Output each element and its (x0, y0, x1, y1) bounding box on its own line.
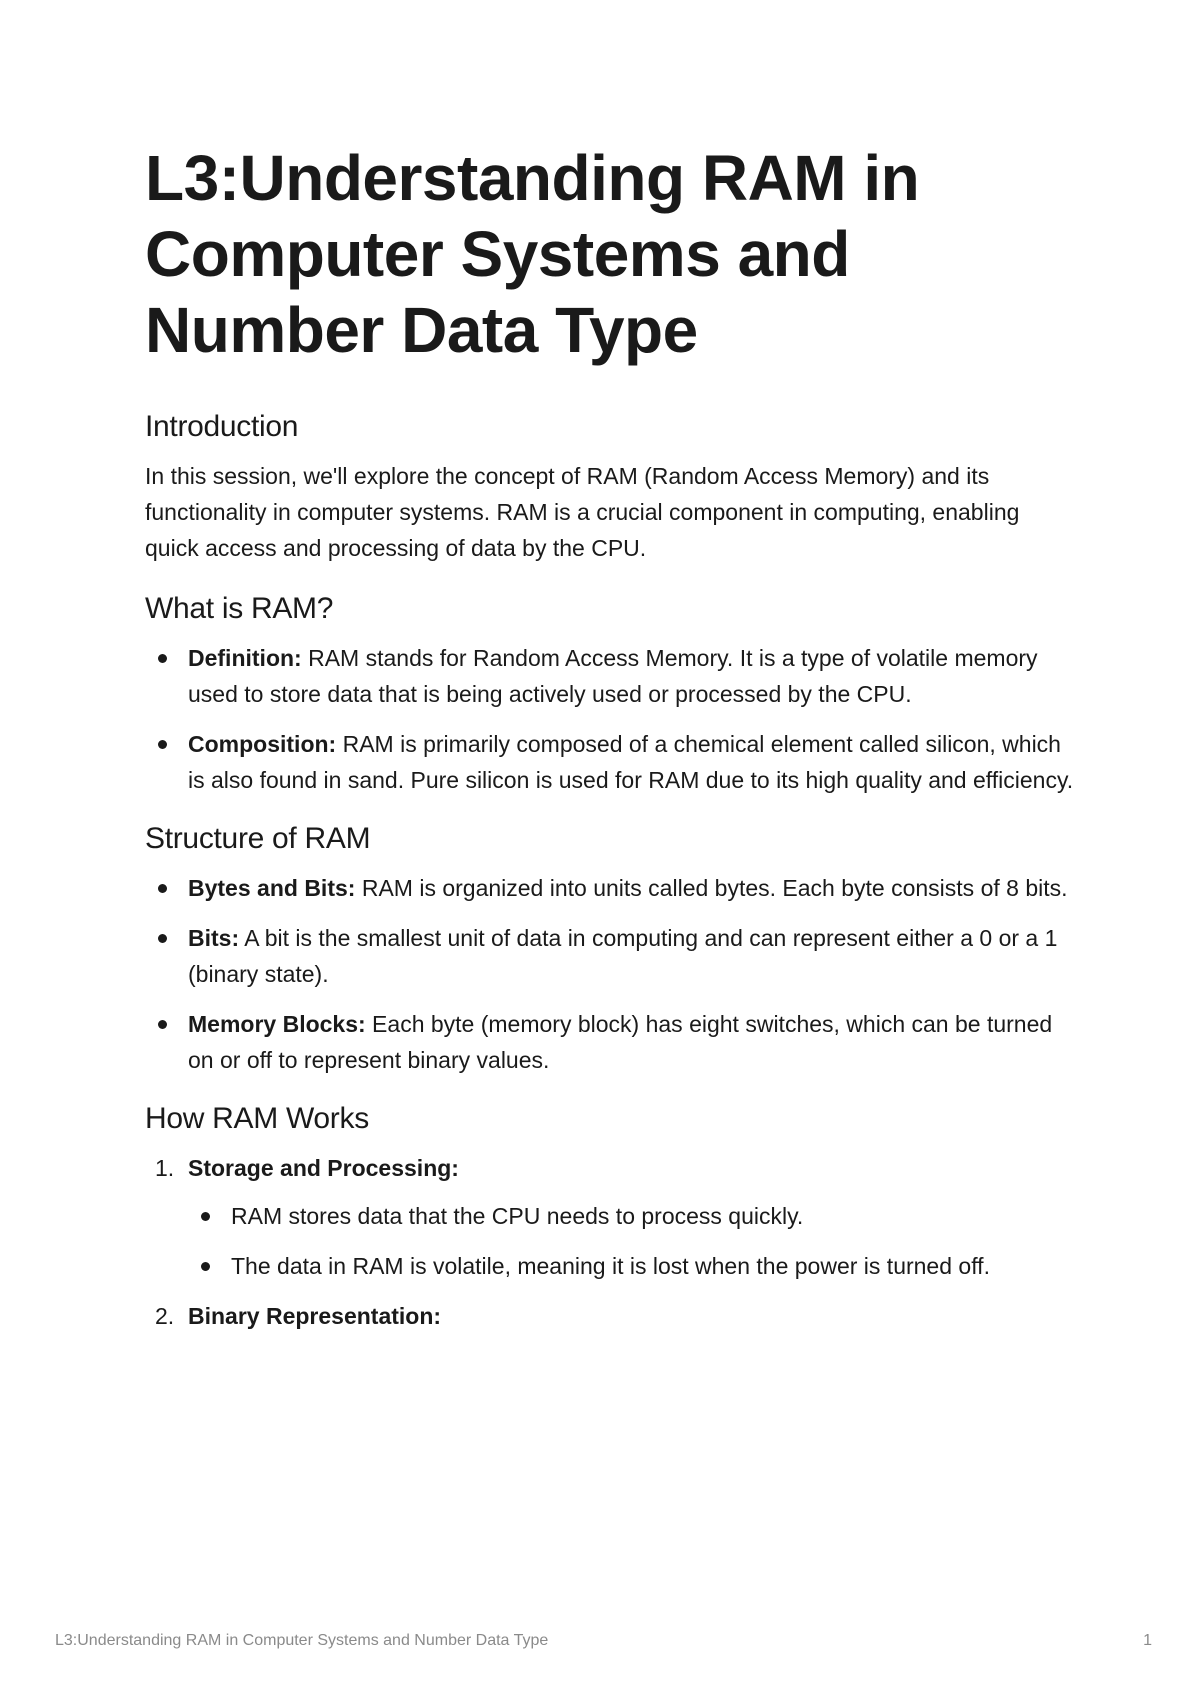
sub-list-item (188, 1248, 1075, 1284)
bullet-icon (158, 884, 167, 893)
list-item-text: A bit is the smallest unit of data in computing and can represent either a 0 or a 1 (binary state). (188, 925, 1058, 987)
section-heading-how-ram-works: How RAM Works (145, 1102, 369, 1135)
section-heading-structure-of-ram: Structure of RAM (145, 822, 371, 855)
list-item-term: Bits: (188, 925, 240, 951)
section-heading-what-is-ram: What is RAM? (145, 592, 334, 625)
how-ram-works-list (145, 1150, 1075, 1334)
introduction-paragraph: In this session, we'll explore the concept of RAM (Random Access Memory) and its functionality in computer systems. RAM is a crucial component in computing, enabling quick access and processing of data by the CPU. (145, 463, 1020, 561)
bullet-icon (158, 1020, 167, 1029)
list-item-term: Bytes and Bits: (188, 875, 356, 901)
step-term: Binary Representation: (188, 1303, 442, 1329)
numbered-step (145, 1298, 1075, 1334)
numbered-step (145, 1150, 1075, 1284)
step-number: 1. (155, 1155, 175, 1181)
document-page (145, 140, 1075, 1356)
bullet-icon (158, 654, 167, 663)
list-item (145, 870, 1075, 906)
bullet-icon (158, 934, 167, 943)
sub-list-item-text: RAM stores data that the CPU needs to process quickly. (231, 1203, 804, 1229)
list-item-term: Definition: (188, 645, 302, 671)
structure-of-ram-list (145, 870, 1075, 1078)
list-item (145, 640, 1075, 712)
list-item-text: RAM is organized into units called bytes. Each byte consists of 8 bits. (355, 875, 1068, 901)
bullet-icon (201, 1262, 210, 1271)
bullet-icon (201, 1212, 210, 1221)
list-item (145, 920, 1075, 992)
list-item-term: Memory Blocks: (188, 1011, 366, 1037)
step-term: Storage and Processing: (188, 1155, 459, 1181)
sub-list-item-text: The data in RAM is volatile, meaning it is lost when the power is turned off. (231, 1253, 990, 1279)
list-item-text: RAM stands for Random Access Memory. It is a type of volatile memory used to store data that is being actively used or processed by the CPU. (188, 645, 1038, 707)
bullet-icon (158, 740, 167, 749)
page-title: L3:Understanding RAM in Computer Systems and Number Data Type (145, 142, 920, 366)
list-item-term: Composition: (188, 731, 337, 757)
list-item-text: Each byte (memory block) has eight switches, which can be turned on or off to represent binary values. (188, 1011, 1053, 1073)
list-item (145, 1006, 1075, 1078)
footer-document-title: L3:Understanding RAM in Computer Systems and Number Data Type (55, 1632, 549, 1649)
list-item-text: RAM is primarily composed of a chemical element called silicon, which is also found in sand. Pure silicon is used for RAM due to its high quality and efficiency. (188, 731, 1074, 793)
footer-page-number: 1 (1143, 1632, 1152, 1649)
sub-list-item (188, 1198, 1075, 1234)
section-heading-introduction: Introduction (145, 410, 299, 443)
list-item (145, 726, 1075, 798)
step-number: 2. (155, 1303, 175, 1329)
what-is-ram-list (145, 640, 1075, 798)
step-sub-list (188, 1198, 1075, 1284)
